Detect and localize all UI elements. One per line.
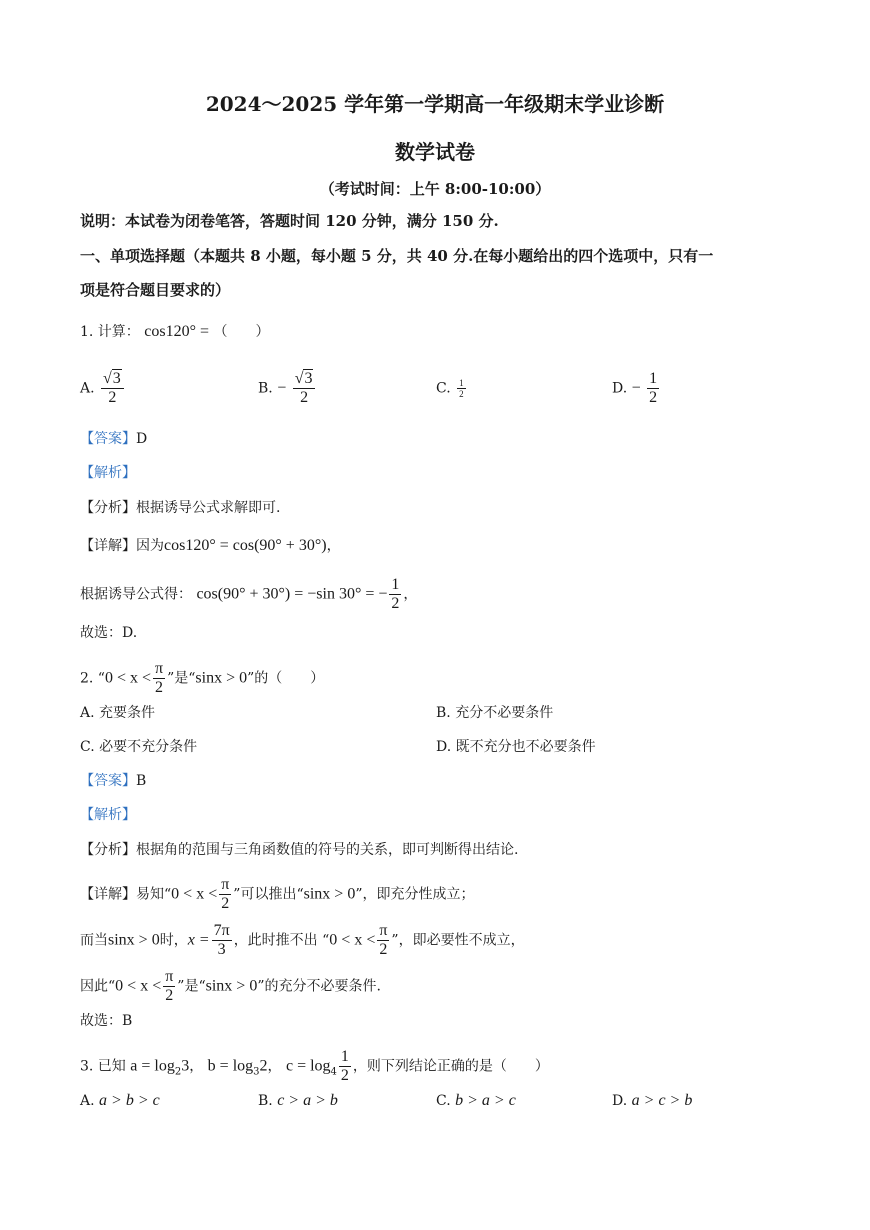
fraction xyxy=(339,1048,351,1085)
numerator: π xyxy=(165,968,174,985)
exam-time: （考试时间：上午 8:00-10:00） xyxy=(319,180,551,198)
q1-fenxi xyxy=(80,498,280,518)
q3-stem xyxy=(80,1048,549,1085)
q1-detail-line2 xyxy=(80,576,417,613)
q2-conclusion: 故选：B xyxy=(80,1013,133,1029)
q3-a-expr: a = log xyxy=(130,1057,175,1075)
log-base: 4 xyxy=(330,1066,337,1078)
fraction xyxy=(389,576,401,613)
detail-expr: sinx > 0 xyxy=(303,885,356,903)
q2-mid: ”是“ xyxy=(167,670,196,687)
detail-expr: 0 < x < xyxy=(115,977,162,995)
option-label: A. xyxy=(80,380,95,397)
q2-stem xyxy=(80,660,324,697)
fenxi-tag: 【分析】 xyxy=(80,842,136,858)
denominator: 2 xyxy=(391,595,400,612)
numerator: 3 xyxy=(112,370,121,387)
q2-detail-line3 xyxy=(80,968,381,1005)
detail-tag: 【详解】 xyxy=(80,538,136,554)
option-label: D. xyxy=(612,380,628,397)
detail-text: 而当 xyxy=(80,932,108,949)
q2-expr2: sinx > 0 xyxy=(195,669,248,687)
log-arg: 3 xyxy=(181,1057,190,1075)
detail-text: ，此时推不出 “ xyxy=(233,932,330,949)
fraction xyxy=(377,922,389,959)
fraction xyxy=(212,922,232,959)
numerator: 7π xyxy=(213,922,230,939)
detail-text: ”的充分不必要条件. xyxy=(257,978,381,995)
detail-text: ”，即充分性成立； xyxy=(355,886,475,903)
q2-end: ”的（ ） xyxy=(247,670,325,687)
detail-text: 因为 xyxy=(136,538,164,554)
detail-text: 因此“ xyxy=(80,978,116,995)
q1-detail xyxy=(80,536,341,556)
fraction xyxy=(219,876,231,913)
fenxi-text: 根据角的范围与三角函数值的符号的关系，即可判断得出结论. xyxy=(136,842,519,858)
option-text: a > b > c xyxy=(99,1092,160,1109)
fraction xyxy=(457,378,466,399)
minus-sign: − xyxy=(631,379,641,397)
denominator: 2 xyxy=(340,1067,349,1084)
q2-prefix: 2. “ xyxy=(80,670,105,687)
option-text: b > a > c xyxy=(455,1092,516,1109)
section-heading-line2: 项是符合题目要求的） xyxy=(80,281,231,299)
q2-expr: 0 < x < xyxy=(104,669,152,687)
sqrt-sign: √ xyxy=(294,370,304,387)
q2-detail-line2 xyxy=(80,922,525,959)
detail-text: 时， xyxy=(159,932,188,949)
q2-option-d: D. 既不充分也不必要条件 xyxy=(436,739,596,755)
fenxi-tag: 【分析】 xyxy=(80,500,136,516)
q1-answer xyxy=(80,429,147,449)
answer-tag: 【答案】 xyxy=(80,773,136,789)
fraction xyxy=(153,660,165,697)
numerator: 1 xyxy=(649,370,658,387)
denominator: 2 xyxy=(300,389,309,406)
log-base: 3 xyxy=(253,1066,260,1078)
sqrt-sign: √ xyxy=(103,370,112,387)
detail-text: ”，即必要性不成立， xyxy=(391,932,525,949)
numerator: π xyxy=(379,922,388,939)
minus-sign: − xyxy=(277,379,287,397)
denominator: 2 xyxy=(459,389,464,399)
exam-subtitle: 数学试卷 xyxy=(395,140,475,164)
q2-option-a: A. 充要条件 xyxy=(80,705,156,721)
q3-option-c xyxy=(436,1091,516,1111)
detail-expr: sinx > 0 xyxy=(108,931,160,949)
separator: ， xyxy=(189,1058,204,1075)
q1-option-b xyxy=(258,370,317,407)
q1-analysis-tag: 【解析】 xyxy=(80,465,136,481)
detail-text: ”是“ xyxy=(177,978,206,995)
numerator: 3 xyxy=(304,370,313,387)
answer-value: D xyxy=(136,431,148,447)
q3-b-expr: b = log xyxy=(207,1057,254,1075)
denominator: 2 xyxy=(221,895,230,912)
denominator: 2 xyxy=(649,389,658,406)
option-label: A. xyxy=(80,1093,95,1109)
detail-text: 根据诱导公式得： xyxy=(80,586,192,603)
q2-detail-line1 xyxy=(80,876,475,913)
q1-option-c xyxy=(436,378,468,399)
denominator: 3 xyxy=(217,941,226,958)
q3-prefix: 3. 已知 xyxy=(80,1058,126,1075)
numerator: 1 xyxy=(340,1048,349,1065)
detail-expr: cos(90° + 30°) = −sin 30° = − xyxy=(196,585,388,603)
detail-end: ， xyxy=(326,538,341,554)
detail-text: ”可以推出“ xyxy=(233,886,304,903)
q1-option-a xyxy=(80,370,126,407)
q2-option-b: B. 充分不必要条件 xyxy=(436,705,554,721)
q1-conclusion: 故选：D. xyxy=(80,625,138,641)
q1-option-d xyxy=(612,370,661,407)
q3-option-d xyxy=(612,1091,692,1111)
numerator: π xyxy=(221,876,230,893)
option-text: c > a > b xyxy=(277,1092,338,1109)
q1-expr: cos120° = xyxy=(144,323,210,340)
instruction: 说明：本试卷为闭卷笔答，答题时间 120 分钟，满分 150 分. xyxy=(80,212,499,230)
denominator: 2 xyxy=(108,389,117,406)
q3-end: ，则下列结论正确的是（ ） xyxy=(352,1058,549,1075)
numerator: π xyxy=(155,660,164,677)
detail-expr: sinx > 0 xyxy=(205,977,258,995)
q2-option-c: C. 必要不充分条件 xyxy=(80,739,198,755)
answer-tag: 【答案】 xyxy=(80,431,136,447)
option-label: B. xyxy=(258,1093,273,1109)
separator: ， xyxy=(267,1058,282,1075)
q1-stem xyxy=(80,322,269,342)
denominator: 2 xyxy=(155,679,164,696)
denominator: 2 xyxy=(379,941,388,958)
log-arg: 2 xyxy=(259,1057,268,1075)
option-label: B. xyxy=(258,380,273,397)
detail-text: 易知“ xyxy=(136,886,172,903)
q3-c-expr: c = log xyxy=(285,1057,331,1075)
option-label: C. xyxy=(436,1093,451,1109)
numerator: 1 xyxy=(459,378,464,388)
fraction xyxy=(163,968,175,1005)
log-base: 2 xyxy=(174,1066,182,1078)
q2-analysis-tag: 【解析】 xyxy=(80,807,136,823)
q3-option-a xyxy=(80,1091,160,1111)
fraction xyxy=(293,370,316,407)
q1-prefix: 1. 计算： xyxy=(80,324,140,340)
detail-expr: 0 < x < xyxy=(171,885,218,903)
q2-answer xyxy=(80,771,146,791)
denominator: 2 xyxy=(165,987,174,1004)
option-label: C. xyxy=(436,380,451,397)
option-label: D. xyxy=(612,1093,628,1109)
section-heading-line1: 一、单项选择题（本题共 8 小题，每小题 5 分，共 40 分.在每小题给出的四个选项中，只有一 xyxy=(80,247,714,265)
option-text: a > c > b xyxy=(631,1092,693,1109)
fenxi-text: 根据诱导公式求解即可. xyxy=(136,500,281,516)
fraction xyxy=(647,370,659,407)
exam-title: 2024～2025 学年第一学期高一年级期末学业诊断 xyxy=(205,92,665,116)
answer-value: B xyxy=(136,773,147,789)
q1-paren: （ ） xyxy=(213,324,270,340)
fraction xyxy=(101,370,124,407)
detail-tag: 【详解】 xyxy=(80,886,136,903)
q3-option-b xyxy=(258,1091,338,1111)
detail-expr: x = xyxy=(187,931,210,949)
numerator: 1 xyxy=(391,576,400,593)
q2-fenxi xyxy=(80,840,518,860)
detail-expr: 0 < x < xyxy=(329,931,376,949)
detail-end: ， xyxy=(403,586,418,603)
detail-expr: cos120° = cos(90° + 30°) xyxy=(164,537,327,554)
